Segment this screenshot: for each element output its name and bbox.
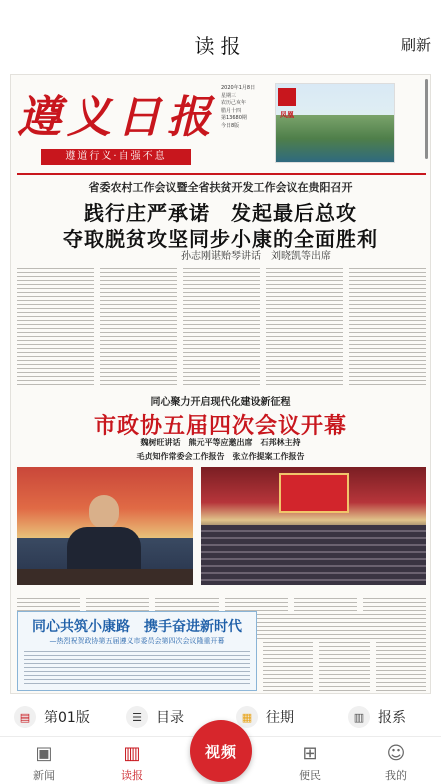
tab-news-label: 新闻 — [33, 769, 55, 782]
text-column — [100, 265, 177, 385]
text-column — [319, 611, 369, 691]
masthead-title: 遵义日报 — [17, 92, 217, 143]
edition-page-icon: ▤ — [14, 706, 36, 728]
tab-read-label: 读报 — [121, 769, 143, 782]
archive-button[interactable] — [236, 706, 294, 728]
contents-label: 目录 — [156, 710, 184, 726]
tab-read[interactable] — [102, 743, 162, 783]
calendar-icon: ▦ — [236, 706, 258, 728]
archive-label: 往期 — [266, 710, 294, 726]
user-icon: ☺ — [386, 743, 406, 764]
story2-byline-line1: 魏树旺讲话 熊元平等应邀出席 石邦林主持 — [140, 438, 301, 447]
papers-button[interactable] — [348, 706, 406, 728]
edition-button[interactable] — [14, 706, 90, 728]
story2-kicker[interactable]: 同心聚力开启现代化建设新征程 — [150, 397, 291, 408]
tab-mine[interactable] — [366, 743, 426, 783]
ad-logo-icon — [278, 88, 296, 106]
list-icon: ☰ — [126, 706, 148, 728]
feature-title: 同心共筑小康路 携手奋进新时代 — [32, 619, 242, 635]
text-column — [263, 611, 313, 691]
newspaper-stack-icon: ▥ — [348, 706, 370, 728]
masthead-side-note — [402, 83, 424, 163]
meta-line: 星期三 — [221, 92, 237, 99]
newspaper-page[interactable] — [10, 74, 431, 694]
photo-stage — [279, 473, 349, 513]
story2-byline-line2: 毛贞知作常委会工作报告 张立作提案工作报告 — [136, 452, 305, 461]
news-icon: ▣ — [35, 743, 53, 764]
feature-subtitle: —热烈祝贺政协第五届遵义市委员会第四次会议隆重开幕 — [49, 637, 225, 645]
meta-line: 腊月十四 — [221, 107, 242, 114]
text-column — [376, 611, 426, 691]
edition-label: 第01版 — [44, 710, 90, 726]
tab-news[interactable] — [14, 743, 74, 783]
tab-mine-label: 我的 — [385, 769, 407, 782]
text-column — [349, 265, 426, 385]
feature-body-text — [24, 648, 250, 686]
photo-audience-rows — [201, 525, 426, 585]
photo-desk — [17, 569, 193, 585]
text-column — [183, 265, 260, 385]
contents-button[interactable] — [126, 706, 184, 728]
story2-headline[interactable]: 市政协五届四次会议开幕 — [93, 413, 347, 439]
text-column — [17, 265, 94, 385]
photo-person-head — [89, 495, 119, 529]
grid-icon: ⊞ — [302, 743, 318, 764]
masthead-meta — [221, 85, 265, 130]
story3-body-text[interactable] — [263, 611, 426, 691]
masthead-slogan: 遵道行义·自强不息 — [41, 149, 191, 165]
meta-line: 第13680期 — [221, 115, 247, 121]
story1-headline-line2[interactable]: 夺取脱贫攻坚同步小康的全面胜利 — [63, 227, 378, 251]
page-scrollbar[interactable] — [425, 79, 428, 159]
conference-hall-photo[interactable] — [201, 467, 426, 585]
page-title: 读报 — [194, 34, 247, 58]
story1-body-text[interactable] — [17, 265, 426, 385]
meta-line: 2020年1月8日 — [221, 85, 256, 91]
book-icon: ▥ — [123, 743, 141, 764]
tab-service[interactable] — [280, 743, 340, 783]
refresh-button[interactable]: 刷新 — [400, 36, 431, 54]
text-column — [266, 265, 343, 385]
speaker-photo[interactable] — [17, 467, 193, 585]
meta-line: 今日8版 — [221, 122, 240, 129]
feature-box[interactable] — [17, 611, 257, 691]
story1-headline-line1[interactable]: 践行庄严承诺 发起最后总攻 — [84, 201, 357, 225]
app-header — [0, 0, 441, 72]
papers-label: 报系 — [378, 710, 406, 726]
story1-byline: 孙志刚谌贻琴讲话 刘晓凯等出席 — [181, 251, 331, 262]
video-fab-button[interactable]: 视频 — [190, 720, 252, 782]
tab-service-label: 便民 — [299, 769, 321, 782]
ad-text: 凤凰 — [280, 111, 294, 119]
meta-line: 农历己亥年 — [221, 100, 247, 106]
masthead-divider — [17, 173, 426, 175]
story1-kicker[interactable]: 省委农村工作会议暨全省扶贫开发工作会议在贵阳召开 — [88, 181, 353, 194]
masthead-ad-image — [275, 83, 395, 163]
